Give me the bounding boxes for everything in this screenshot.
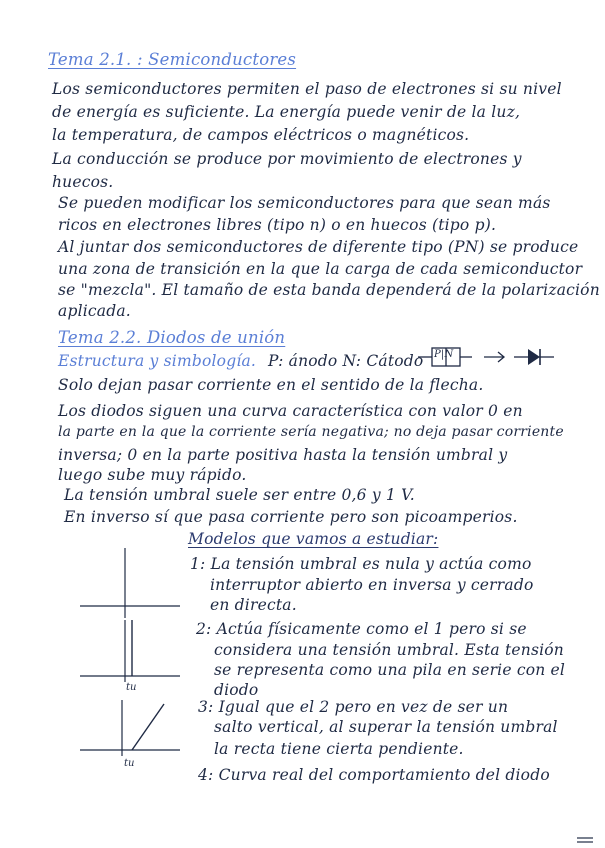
structure-label: Estructura y simbología. bbox=[58, 352, 257, 370]
model-3-line: salto vertical, al superar la tensión umbral bbox=[214, 718, 558, 736]
model-1-line: en directa. bbox=[210, 596, 297, 614]
text-line: La conducción se produce por movimiento de electrones y bbox=[52, 150, 522, 168]
model-2-graph bbox=[80, 620, 180, 690]
model-3-line: la recta tiene cierta pendiente. bbox=[214, 740, 464, 758]
model-1-line: 1: La tensión umbral es nula y actúa como bbox=[190, 555, 532, 573]
text-line: Al juntar dos semiconductores de diferente tipo (PN) se produce bbox=[58, 238, 579, 256]
text-line: la temperatura, de campos eléctricos o magnéticos. bbox=[52, 126, 470, 144]
section1-title: Tema 2.1. : Semiconductores bbox=[48, 50, 297, 69]
text-line: Solo dejan pasar corriente en el sentido de la flecha. bbox=[58, 376, 484, 394]
model-2-line: considera una tensión umbral. Esta tensión bbox=[214, 641, 564, 659]
model-3-line: 3: Igual que el 2 pero en vez de ser un bbox=[198, 698, 509, 716]
section2-title: Tema 2.2. Diodos de unión bbox=[58, 328, 286, 347]
text-line: aplicada. bbox=[58, 302, 131, 320]
text-line: luego sube muy rápido. bbox=[58, 466, 247, 484]
text-line: una zona de transición en la que la carga de cada semiconductor bbox=[58, 260, 583, 278]
models-title: Modelos que vamos a estudiar: bbox=[188, 530, 439, 548]
text-line: de energía es suficiente. La energía puede venir de la luz, bbox=[52, 103, 521, 121]
model-2-line: 2: Actúa físicamente como el 1 pero si se bbox=[196, 620, 527, 638]
text-line: ricos en electrones libres (tipo n) o en huecos (tipo p). bbox=[58, 216, 497, 234]
text-line: La tensión umbral suele ser entre 0,6 y 1 V. bbox=[64, 486, 415, 504]
text-line: Se pueden modificar los semiconductores para que sean más bbox=[58, 194, 551, 212]
text-line: En inverso sí que pasa corriente pero son picoamperios. bbox=[64, 508, 518, 526]
text-line: inversa; 0 en la parte positiva hasta la tensión umbral y bbox=[58, 446, 508, 464]
text-line: se "mezcla". El tamaño de esta banda dependerá de la polarización bbox=[58, 281, 600, 299]
model-1-graph bbox=[80, 548, 180, 618]
model-4-line: 4: Curva real del comportamiento del diodo bbox=[198, 766, 550, 784]
model-1-line: interruptor abierto en inversa y cerrado bbox=[210, 576, 534, 594]
text-line: la parte en la que la corriente sería negativa; no deja pasar corriente bbox=[58, 424, 564, 440]
text-line: huecos. bbox=[52, 173, 114, 191]
page-end-mark bbox=[575, 836, 595, 844]
symbology-text: P: ánodo N: Cátodo bbox=[268, 352, 424, 370]
model-3-graph bbox=[80, 700, 180, 766]
threshold-label: tu bbox=[126, 682, 137, 693]
text-line: Los diodos siguen una curva característica con valor 0 en bbox=[58, 402, 523, 420]
model-2-line: se representa como una pila en serie con el bbox=[214, 661, 566, 679]
threshold-label: tu bbox=[124, 758, 135, 769]
text-line: Los semiconductores permiten el paso de electrones si su nivel bbox=[52, 80, 562, 98]
pn-label: P|N bbox=[434, 349, 454, 360]
model-2-line: diodo bbox=[214, 681, 259, 699]
